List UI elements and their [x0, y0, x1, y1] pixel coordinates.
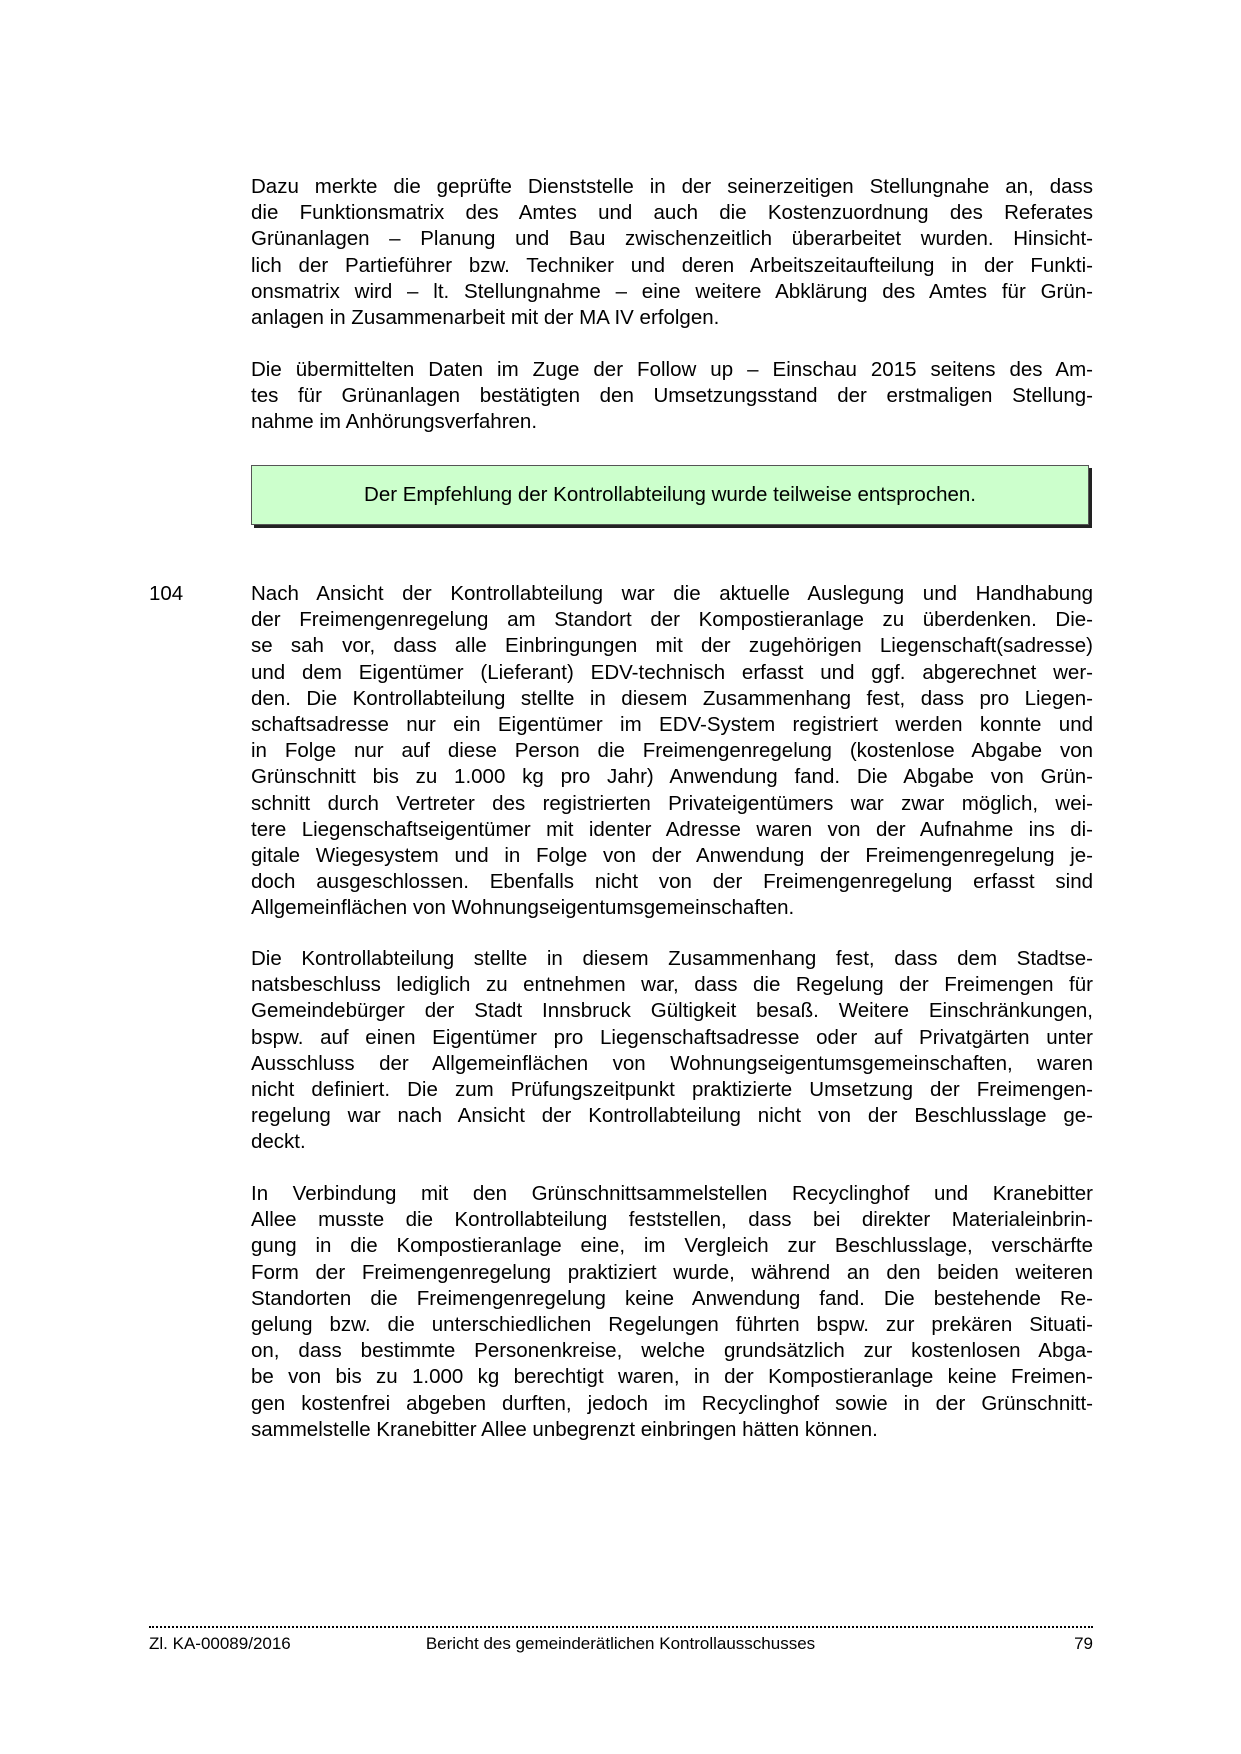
paragraph-1 [251, 174, 1093, 331]
text-line: in Folge nur auf diese Person die Freimengenregelung (kostenlose Abgabe von [251, 739, 1093, 763]
text-line: Allee musste die Kontrollabteilung feststellen, dass bei direkter Materialeinbrin- [251, 1208, 1093, 1232]
text-line: regelung war nach Ansicht der Kontrollabteilung nicht von der Beschlusslage ge- [251, 1104, 1093, 1128]
text-line: Ausschluss der Allgemeinflächen von Wohnungseigentumsgemeinschaften, waren [251, 1051, 1093, 1075]
text-line: se sah vor, dass alle Einbringungen mit der zugehörigen Liegenschaft(sadresse) [251, 634, 1093, 658]
footer-reference: Zl. KA-00089/2016 [149, 1634, 291, 1653]
text-line: gelung bzw. die unterschiedlichen Regelungen führten bspw. zur prekären Situati- [251, 1312, 1093, 1336]
section-paragraph-1 [251, 581, 1093, 921]
text-line: onsmatrix wird – lt. Stellungnahme – eine weitere Abklärung des Amtes für Grün- [251, 279, 1093, 303]
text-line: tes für Grünanlagen bestätigten den Umsetzungsstand der erstmaligen Stellung- [251, 384, 1093, 408]
text-line: on, dass bestimmte Personenkreise, welche grundsätzlich zur kostenlosen Abga- [251, 1339, 1093, 1363]
text-line: und dem Eigentümer (Lieferant) EDV-technisch erfasst und ggf. abgerechnet wer- [251, 660, 1093, 684]
text-line: tere Liegenschaftseigentümer mit identer Adresse waren von der Aufnahme ins di- [251, 817, 1093, 841]
callout-text: Der Empfehlung der Kontrollabteilung wurde teilweise entsprochen. [364, 483, 976, 506]
section-paragraph-3 [251, 1181, 1093, 1443]
section-paragraph-2 [251, 946, 1093, 1156]
text-line: Allgemeinflächen von Wohnungseigentumsgemeinschaften. [251, 896, 795, 920]
text-line: Nach Ansicht der Kontrollabteilung war die aktuelle Auslegung und Handhabung [251, 582, 1093, 605]
recommendation-callout [251, 465, 1089, 525]
text-line: Grünschnitt bis zu 1.000 kg pro Jahr) Anwendung fand. Die Abgabe von Grün- [251, 765, 1093, 789]
text-line: Standorten die Freimengenregelung keine Anwendung fand. Die bestehende Re- [251, 1286, 1093, 1310]
text-line: nahme im Anhörungsverfahren. [251, 410, 538, 434]
page-number: 79 [1074, 1634, 1093, 1653]
text-line: Grünanlagen – Planung und Bau zwischenzeitlich überarbeitet wurden. Hinsicht- [251, 227, 1093, 251]
text-line: anlagen in Zusammenarbeit mit der MA IV erfolgen. [251, 305, 720, 329]
text-line: schnitt durch Vertreter des registrierten Privateigentümers war zwar möglich, wei- [251, 791, 1093, 815]
text-line: Die Kontrollabteilung stellte in diesem Zusammenhang fest, dass dem Stadtse- [251, 947, 1093, 970]
text-line: doch ausgeschlossen. Ebenfalls nicht von der Freimengenregelung erfasst sind [251, 870, 1093, 894]
text-line: Gemeindebürger der Stadt Innsbruck Gültigkeit besaß. Weitere Einschränkungen, [251, 999, 1093, 1023]
text-line: Form der Freimengenregelung praktiziert wurde, während an den beiden weiteren [251, 1260, 1093, 1284]
text-line: In Verbindung mit den Grünschnittsammelstellen Recyclinghof und Kranebitter [251, 1182, 1093, 1205]
text-line: Die übermittelten Daten im Zuge der Follow up – Einschau 2015 seitens des Am- [251, 358, 1093, 381]
paragraph-2 [251, 357, 1093, 436]
text-line: bspw. auf einen Eigentümer pro Liegenschaftsadresse oder auf Privatgärten unter [251, 1025, 1093, 1049]
text-line: gitale Wiegesystem und in Folge von der Anwendung der Freimengenregelung je- [251, 843, 1093, 867]
text-line: be von bis zu 1.000 kg berechtigt waren, in der Kompostieranlage keine Freimen- [251, 1365, 1093, 1389]
text-line: der Freimengenregelung am Standort der Kompostieranlage zu überdenken. Die- [251, 608, 1093, 632]
footer-title: Bericht des gemeinderätlichen Kontrollausschusses [425, 1634, 816, 1653]
text-line: Dazu merkte die geprüfte Dienststelle in der seinerzeitigen Stellungnahe an, dass [251, 175, 1093, 198]
text-line: gung in die Kompostieranlage eine, im Vergleich zur Beschlusslage, verschärfte [251, 1234, 1093, 1258]
footer-divider [149, 1626, 1093, 1628]
text-line: die Funktionsmatrix des Amtes und auch die Kostenzuordnung des Referates [251, 201, 1093, 225]
section-number: 104 [149, 582, 184, 605]
text-line: gen kostenfrei abgeben durften, jedoch im Recyclinghof sowie in der Grünschnitt- [251, 1391, 1093, 1415]
text-line: schaftsadresse nur ein Eigentümer im EDV-System registriert werden konnte und [251, 712, 1093, 736]
text-line: nicht definiert. Die zum Prüfungszeitpunkt praktizierte Umsetzung der Freimengen- [251, 1077, 1093, 1101]
text-line: natsbeschluss lediglich zu entnehmen war, dass die Regelung der Freimengen für [251, 973, 1093, 997]
text-line: den. Die Kontrollabteilung stellte in diesem Zusammenhang fest, dass pro Liegen- [251, 686, 1093, 710]
text-line: lich der Partieführer bzw. Techniker und deren Arbeitszeitaufteilung in der Funkti- [251, 253, 1093, 277]
text-line: sammelstelle Kranebitter Allee unbegrenzt einbringen hätten können. [251, 1417, 878, 1441]
text-line: deckt. [251, 1130, 306, 1154]
